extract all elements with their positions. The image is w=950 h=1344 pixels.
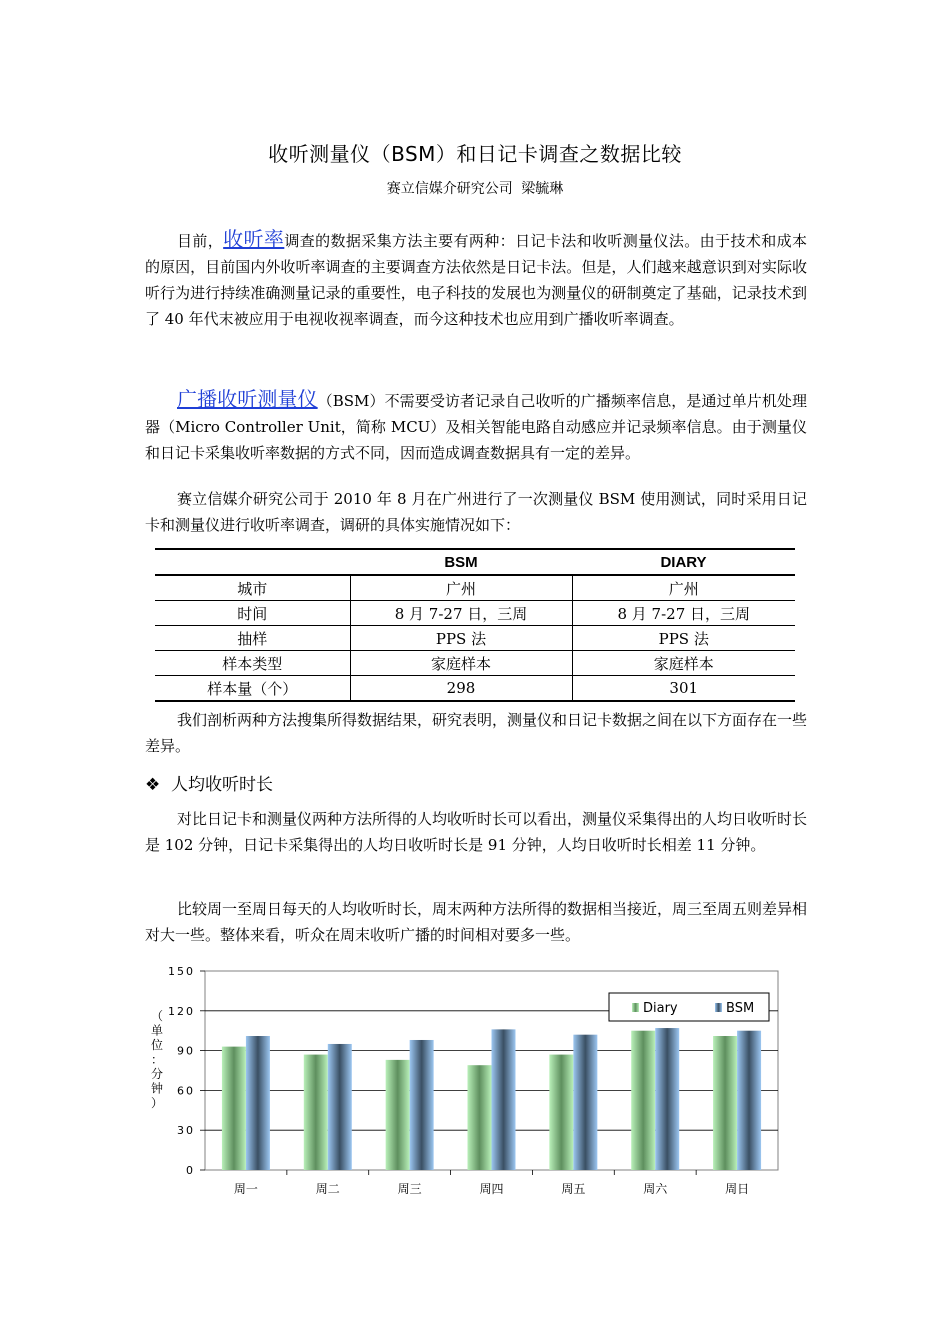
analysis-paragraph: 我们剖析两种方法搜集所得数据结果，研究表明，测量仪和日记卡数据之间在以下方面存在一些差异。 [145,711,808,755]
legend-label-diary: Diary [643,1001,678,1016]
table-cell: 广州 [350,575,572,601]
y-tick-label: 0 [186,1164,195,1177]
test-paragraph: 赛立信媒介研究公司于 2010 年 8 月在广州进行了一次测量仪 BSM 使用测试，同时采用日记卡和测量仪进行收听率调查，调研的具体实施情况如下： [145,490,807,534]
document-title: 收听测量仪（BSM）和日记卡调查之数据比较 [268,142,682,166]
table-header-cell [155,549,350,575]
legend-swatch-diary [632,1003,639,1012]
duration-paragraph: 对比日记卡和测量仪两种方法所得的人均收听时长可以看出，测量仪采集得出的人均日收听时长是 102 分钟，日记卡采集得出的人均日收听时长是 91 分钟，人均日收听时长相差 11 分钟。 [145,810,808,854]
y-axis-label-char: （ [150,1009,164,1023]
section-heading [145,770,273,795]
table-row [155,626,795,651]
table-cell: 时间 [155,601,350,626]
table-header-cell: BSM [350,549,572,575]
y-axis-label-char: 单 [150,1023,164,1038]
table-cell: 298 [350,676,572,702]
table-cell: 8 月 7-27 日，三周 [350,601,572,626]
survey-table [155,548,795,702]
x-tick-label: 周二 [315,1182,340,1196]
link-listening-rate[interactable]: 收听率 [223,227,285,251]
bar-diary-6 [631,1031,655,1170]
table-cell: 抽样 [155,626,350,651]
x-tick-label: 周六 [643,1182,668,1196]
bar-diary-2 [304,1055,328,1170]
weekday-paragraph: 比较周一至周日每天的人均收听时长，周末两种方法所得的数据相当接近，周三至周五则差异相对大一些。整体来看，听众在周末收听广播的时间相对要多一些。 [145,900,808,944]
y-tick-label: 90 [177,1044,195,1058]
table-row [155,676,795,702]
bar-bsm-4 [492,1029,516,1170]
bar-diary-3 [386,1060,410,1170]
y-axis-label-char: ： [150,1052,164,1067]
x-tick-label: 周一 [233,1182,258,1196]
intro-body: 调查的数据采集方法主要有两种：日记卡法和收听测量仪法。由于技术和成本的原因，目前国内外收听率调查的主要调查方法依然是日记卡法。但是，人们越来越意识到对实际收听行为进行持续准确测量记录的重要性，电子科技的发展也为测量仪的研制奠定了基础，记录技术到了 40 年代末被应用于电视收视率调查，而今这种技术也应用到广播收听率调查。 [145,232,807,328]
bsm-paragraph [145,386,807,466]
chart-legend [609,993,769,1021]
intro-pre: 目前， [177,232,224,250]
y-tick-label: 30 [177,1124,195,1138]
table-header-cell: DIARY [572,549,795,575]
bsm-body: （BSM）不需要受访者记录自己收听的广播频率信息，是通过单片机处理器（Micro Controller Unit，简称 MCU）及相关智能电路自动感应并记录频率信息。由于测量仪和日记卡采集收听率数据的方式不同，因而造成调查数据具有一定的差异。 [145,392,808,462]
section-title: 人均收听时长 [171,775,273,795]
table-row [155,575,795,601]
table-cell: 301 [572,676,795,702]
listening-duration-chart [140,960,790,1205]
x-tick-label: 周日 [725,1182,750,1196]
bar-diary-4 [468,1065,492,1170]
table-header-row [155,549,795,575]
y-axis-label-char: 钟 [150,1081,164,1096]
table-cell: 样本量（个） [155,676,350,702]
legend-swatch-bsm [715,1003,722,1012]
link-bsm-meter[interactable]: 广播收听测量仪 [177,387,318,411]
table-cell: 家庭样本 [350,651,572,676]
table-cell: PPS 法 [350,626,572,651]
y-tick-label: 60 [177,1084,195,1098]
legend-label-bsm: BSM [726,1001,755,1016]
table-cell: 广州 [572,575,795,601]
x-tick-label: 周三 [397,1182,422,1196]
table-row [155,651,795,676]
bar-bsm-5 [573,1035,597,1170]
author-line: 赛立信媒介研究公司 梁毓琳 [386,181,564,197]
table-cell: 城市 [155,575,350,601]
table-cell: 样本类型 [155,651,350,676]
bar-bsm-1 [246,1036,270,1170]
bar-bsm-7 [737,1031,761,1170]
table-cell: 8 月 7-27 日，三周 [572,601,795,626]
y-axis-label-char: 分 [150,1067,164,1081]
bar-diary-5 [549,1055,573,1170]
diamond-bullet-icon: ❖ [145,775,161,795]
x-tick-label: 周四 [479,1182,504,1196]
y-tick-label: 150 [168,965,195,978]
y-tick-label: 120 [168,1004,195,1018]
intro-paragraph [145,226,807,332]
bar-bsm-2 [328,1044,352,1170]
table-cell: 家庭样本 [572,651,795,676]
bar-diary-1 [222,1047,246,1170]
bar-bsm-6 [655,1028,679,1170]
bar-diary-7 [713,1036,737,1170]
y-axis-label-char: ） [150,1096,164,1110]
table-row [155,601,795,626]
y-axis-label-char: 位 [150,1038,164,1052]
x-tick-label: 周五 [561,1182,586,1196]
bar-bsm-3 [410,1040,434,1170]
table-cell: PPS 法 [572,626,795,651]
